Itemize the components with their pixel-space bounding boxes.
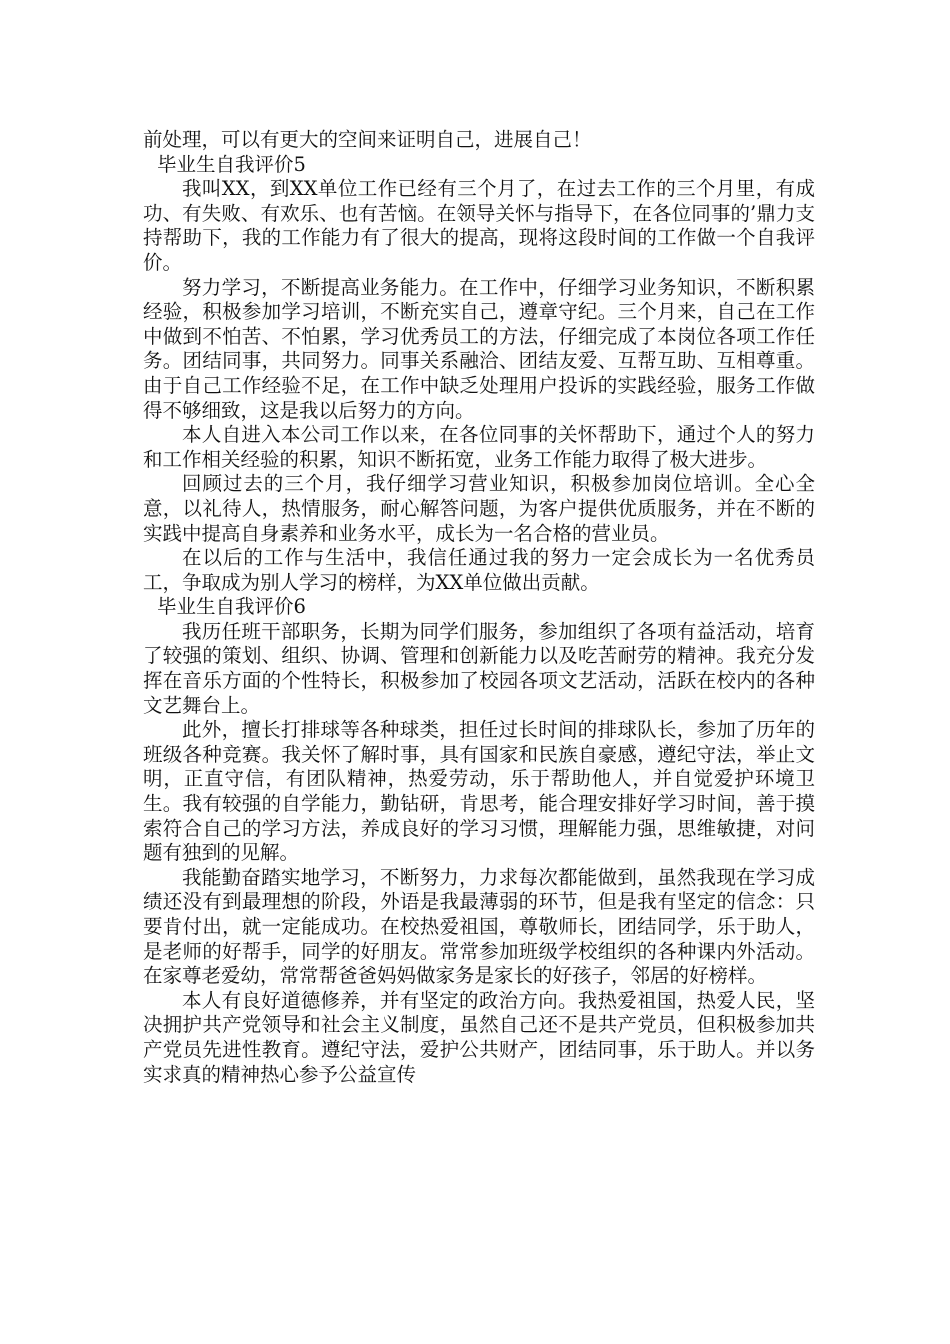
paragraph: 我历任班干部职务，长期为同学们服务，参加组织了各项有益活动，培育了较强的策划、组织、协调、管理和创新能力以及吃苦耐劳的精神。我充分发挥在音乐方面的个性特长，积极参加了校园各项文艺活动，活跃在校内的各种文艺舞台上。 [143, 619, 815, 717]
opening-paragraph: 前处理，可以有更大的空间来证明自己，进展自己！ [143, 128, 592, 151]
paragraph: 我能勤奋踏实地学习，不断努力，力求每次都能做到，虽然我现在学习成绩还没有到最理想的阶段，外语是我最薄弱的环节，但是我有坚定的信念：只要肯付出，就一定能成功。在校热爱祖国，尊敬师长，团结同学，乐于助人，是老师的好帮手，同学的好朋友。常常参加班级学校组织的各种课内外活动。在家尊老爱幼，常常帮爸爸妈妈做家务是家长的好孩子，邻居的好榜样。 [143, 865, 815, 988]
paragraph: 我叫XX，到XX单位工作已经有三个月了，在过去工作的三个月里，有成功、有失败、有欢乐、也有苦恼。在领导关怀与指导下，在各位同事的’鼎力支持帮助下，我的工作能力有了很大的提高，现将这段时间的工作做一个自我评价。 [143, 177, 815, 274]
paragraph: 回顾过去的三个月，我仔细学习营业知识，积极参加岗位培训。全心全意，以礼待人，热情服务，耐心解答问题，为客户提供优质服务，并在不断的实践中提高自身素养和业务水平，成长为一名合格的营业员。 [143, 472, 815, 545]
paragraph: 本人自进入本公司工作以来，在各位同事的关怀帮助下，通过个人的努力和工作相关经验的积累，知识不断拓宽，业务工作能力取得了极大进步。 [143, 423, 815, 471]
paragraph: 本人有良好道德修养，并有坚定的政治方向。我热爱祖国，热爱人民，坚决拥护共产党领导和社会主义制度，虽然自己还不是共产党员，但积极参加共产党员先进性教育。遵纪守法，爱护公共财产，团结同事，乐于助人。并以务实求真的精神热心参予公益宣传 [143, 988, 815, 1086]
section-heading-6: 毕业生自我评价6 [157, 595, 306, 619]
paragraph: 此外，擅长打排球等各种球类，担任过长时间的排球队长，参加了历年的班级各种竞赛。我关怀了解时事，具有国家和民族自豪感，遵纪守法，举止文明，正直守信，有团队精神，热爱劳动，乐于帮助他人，并自觉爱护环境卫生。我有较强的自学能力，勤钻研，肯思考，能合理安排好学习时间，善于摸索符合自己的学习方法，养成良好的学习习惯，理解能力强，思维敏捷，对问题有独到的见解。 [143, 718, 815, 865]
section-heading-5: 毕业生自我评价5 [157, 152, 306, 176]
paragraph: 在以后的工作与生活中，我信任通过我的努力一定会成长为一名优秀员工，争取成为别人学习的榜样，为XX单位做出贡献。 [143, 546, 815, 594]
document-page [143, 128, 815, 1087]
paragraph: 努力学习，不断提高业务能力。在工作中，仔细学习业务知识，不断积累经验，积极参加学习培训，不断充实自己，遵章守纪。三个月来，自己在工作中做到不怕苦、不怕累，学习优秀员工的方法，仔细完成了本岗位各项工作任务。团结同事，共同努力。同事关系融洽、团结友爱、互帮互助、互相尊重。由于自己工作经验不足，在工作中缺乏处理用户投诉的实践经验，服务工作做得不够细致，这是我以后努力的方向。 [143, 275, 815, 422]
